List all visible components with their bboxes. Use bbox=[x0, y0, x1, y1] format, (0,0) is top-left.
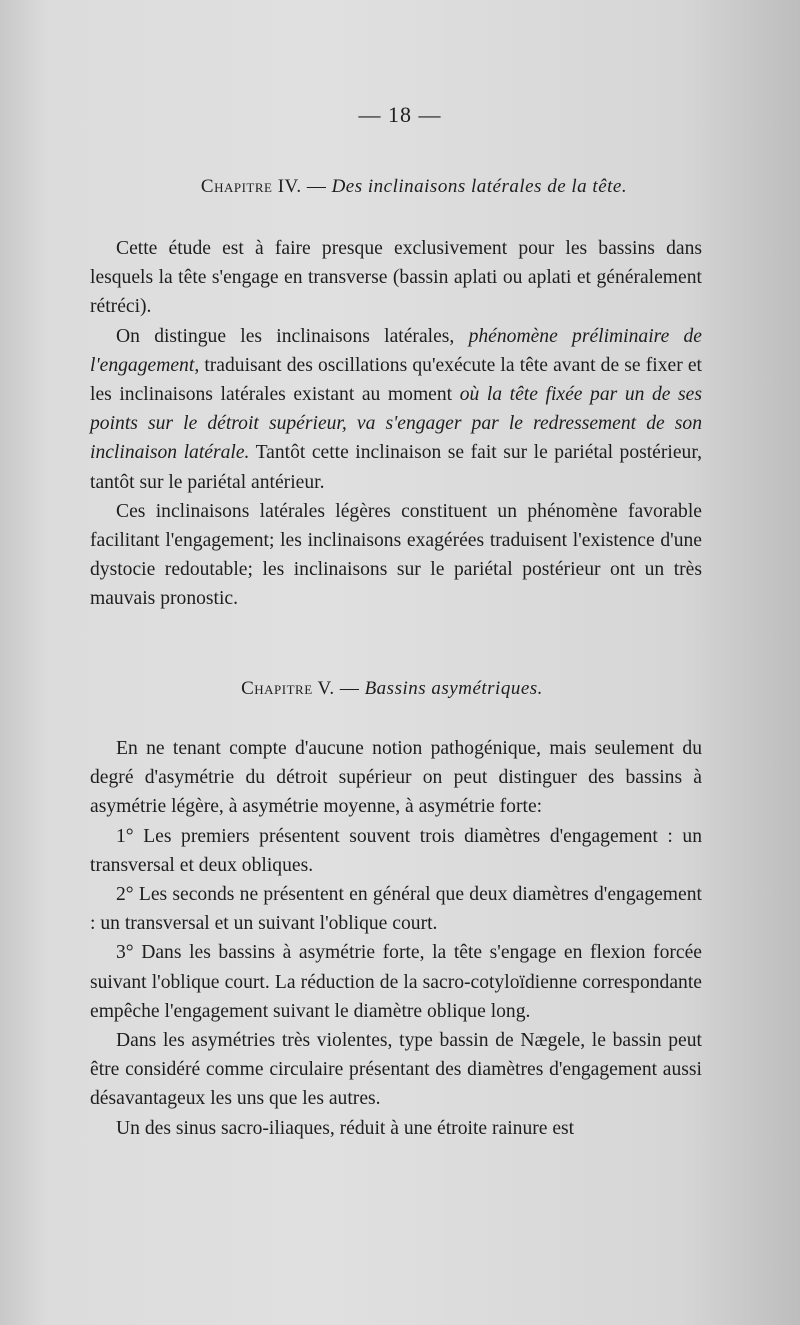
chapter-4-separator: — bbox=[301, 176, 332, 197]
chapter-5-subject: Bassins asymétriques. bbox=[364, 678, 543, 699]
chapter-5-body bbox=[90, 734, 702, 1143]
p2-italic-d: où la tête fixée par un de ses points sur le détroit supérieur, va s'engager par le redressement de son inclinaison latérale. bbox=[90, 384, 702, 464]
chapter-4-body bbox=[90, 234, 702, 614]
chapter-4-paragraph-3: Ces inclinaisons latérales légères constituent un phénomène favorable facilitant l'engagement; les inclinaisons exagérées traduisent l'existence d'une dystocie redoutable; les inclinaisons sur le pariétal postérieur ont un très mauvais pronostic. bbox=[90, 500, 702, 610]
p2-text-c: , traduisant des oscillations qu'exécute la tête avant de se fixer et les inclinaisons latérales existant au moment bbox=[90, 354, 702, 406]
chapter-5-paragraph-2: 1° Les premiers présentent souvent trois diamètres d'engagement : un transversal et deux obliques. bbox=[90, 825, 702, 876]
page-number: — 18 — bbox=[358, 102, 442, 127]
chapter-4-subject: Des inclinaisons latérales de la tête. bbox=[331, 176, 628, 197]
p2-text-a: On distingue les inclinaisons latérales, bbox=[116, 325, 469, 347]
chapter-5-separator: — bbox=[334, 678, 365, 699]
p2-text-e: Tantôt cette inclinaison se fait sur le pariétal postérieur, tantôt sur le pariétal antérieur. bbox=[90, 442, 702, 493]
chapter-4-paragraph-2 bbox=[90, 322, 702, 497]
chapter-4-heading bbox=[14, 176, 800, 198]
chapter-5-paragraph-6: Un des sinus sacro-iliaques, réduit à une étroite rainure est bbox=[116, 1117, 575, 1139]
chapter-5-heading bbox=[0, 678, 792, 700]
chapter-4-label: Chapitre IV. bbox=[200, 176, 302, 197]
chapter-5-paragraph-5: Dans les asymétries très violentes, type bassin de Nægele, le bassin peut être considéré comme circulaire présentant des diamètres d'engagement aussi désavantageux les uns que les autres. bbox=[90, 1030, 702, 1110]
p2-italic-b: phénomène préliminaire de l'engagement bbox=[90, 325, 703, 376]
chapter-5-paragraph-1: En ne tenant compte d'aucune notion pathogénique, mais seulement du degré d'asymétrie du détroit supérieur on peut distinguer des bassins à asymétrie légère, à asymétrie moyenne, à asymétrie forte: bbox=[90, 738, 702, 818]
chapter-5-paragraph-4: 3° Dans les bassins à asymétrie forte, la tête s'engage en flexion forcée suivant l'oblique court. La réduction de la sacro-cotyloïdienne correspondante empêche l'engagement suivant le diamètre oblique long. bbox=[90, 942, 702, 1022]
chapter-5-paragraph-3: 2° Les seconds ne présentent en général que deux diamètres d'engagement : un transversal et un suivant l'oblique court. bbox=[90, 884, 702, 935]
chapter-5-label: Chapitre V. bbox=[241, 678, 335, 699]
chapter-4-paragraph-1: Cette étude est à faire presque exclusivement pour les bassins dans lesquels la tête s'engage en transverse (bassin aplati ou aplati et généralement rétréci). bbox=[90, 238, 702, 318]
